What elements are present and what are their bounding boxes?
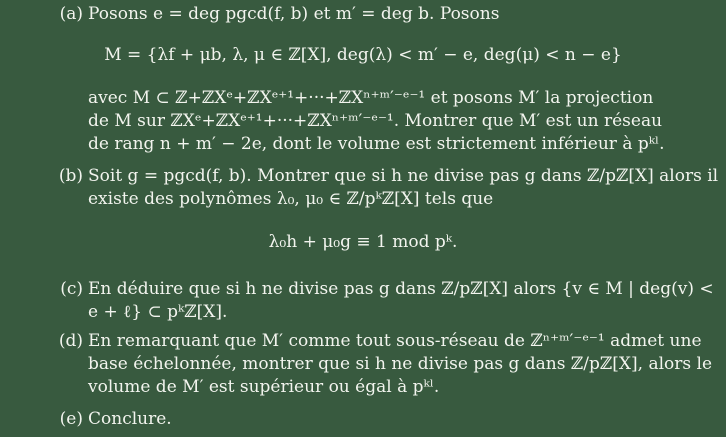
item-text: [88, 87, 718, 156]
display-equation-set-m: M = {λf + μb, λ, μ ∈ ℤ[X], deg(λ) < m′ − e, deg(μ) < n − e}: [104, 45, 622, 65]
text-line: Posons e = deg pgcd(f, b) et m′ = deg b. Posons: [88, 4, 500, 24]
item-label: (c): [60, 279, 83, 299]
text-line: Soit g = pgcd(f, b). Montrer que si h ne divise pas g dans ℤ/pℤ[X] alors il: [88, 166, 719, 186]
item-label: (e): [59, 409, 83, 429]
item-label: (a): [59, 4, 83, 24]
item-label: (d): [58, 331, 83, 351]
item-text: [88, 330, 718, 399]
display-equation-bezout: λ₀h + μ₀g ≡ 1 mod pᵏ.: [268, 232, 458, 252]
item-text: [88, 408, 718, 431]
text-line: volume de M′ est supérieur ou égal à pᵏˡ.: [88, 377, 440, 397]
text-line: e + ℓ} ⊂ pᵏℤ[X].: [88, 302, 228, 322]
text-line: avec M ⊂ ℤ+ℤXᵉ+ℤXᵉ⁺¹+···+ℤXⁿ⁺ᵐ′⁻ᵉ⁻¹ et posons M′ la projection: [88, 88, 654, 108]
item-label: (b): [58, 166, 83, 186]
text-line: base échelonnée, montrer que si h ne divise pas g dans ℤ/pℤ[X], alors le: [88, 354, 713, 374]
text-line: existe des polynômes λ₀, μ₀ ∈ ℤ/pᵏℤ[X] tels que: [88, 189, 494, 209]
text-line: de M sur ℤXᵉ+ℤXᵉ⁺¹+···+ℤXⁿ⁺ᵐ′⁻ᵉ⁻¹. Montrer que M′ est un réseau: [88, 111, 663, 131]
item-text: [88, 3, 718, 26]
item-text: [88, 278, 718, 324]
item-text: [88, 165, 718, 211]
text-line: de rang n + m′ − 2e, dont le volume est strictement inférieur à pᵏˡ.: [88, 134, 665, 154]
text-line: En déduire que si h ne divise pas g dans ℤ/pℤ[X] alors {v ∈ M | deg(v) <: [88, 279, 714, 299]
text-line: Conclure.: [88, 409, 172, 429]
text-line: En remarquant que M′ comme tout sous-réseau de ℤⁿ⁺ᵐ′⁻ᵉ⁻¹ admet une: [88, 331, 702, 351]
